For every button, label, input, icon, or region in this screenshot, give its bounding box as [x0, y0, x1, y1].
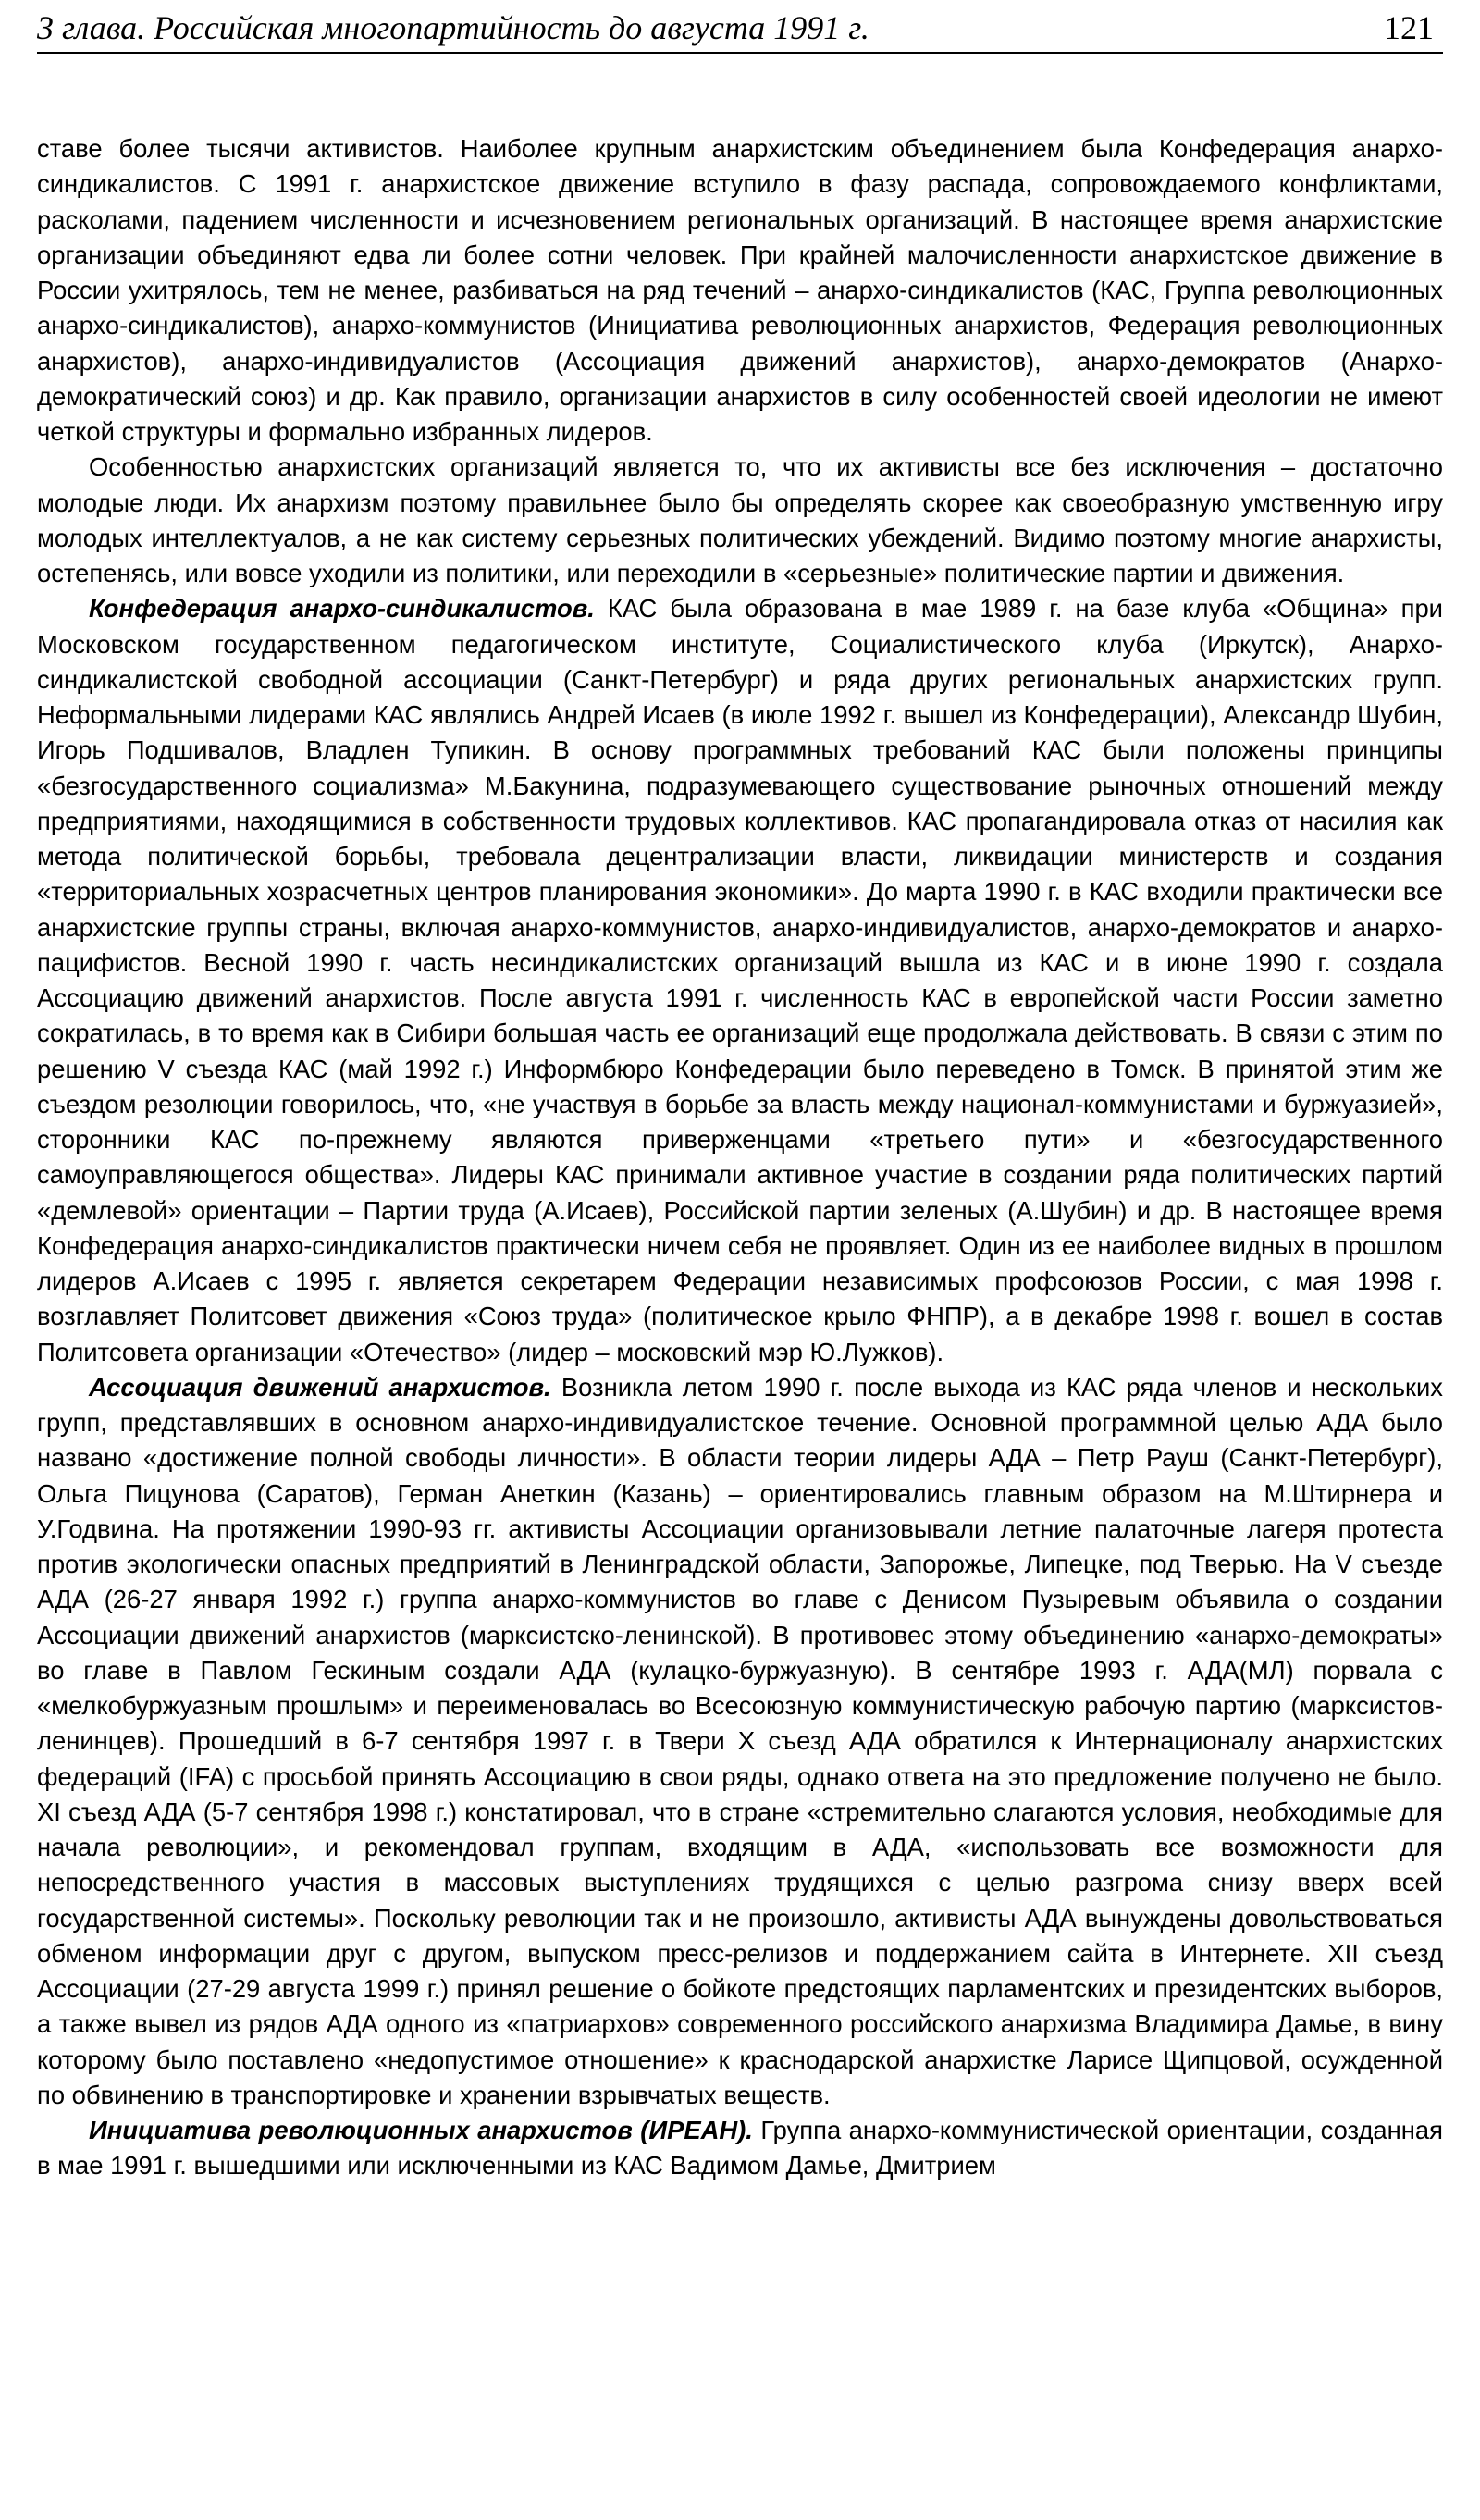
running-header: [37, 0, 1443, 54]
paragraph-irean: [37, 2113, 1443, 2184]
paragraph-2: [37, 450, 1443, 591]
paragraph-kas-text: КАС была образована в мае 1989 г. на базе клуба «Община» при Московском государственном педагогическом институте, Социалистического клуба (Иркутск), Анархо-синдикалистской свободной ассоциации (Санкт-Петербург) и ряда других региональных анархистских групп. Неформальными лидерами КАС являлись Андрей Исаев (в июле 1992 г. вышел из Конфедерации), Александр Шубин, Игорь Подшивалов, Владлен Тупикин. В основу программных требований КАС были положены принципы «безгосударственного социализма» М.Бакунина, подразумевающего существование рыночных отношений между предприятиями, находящимися в собственности трудовых коллективов. КАС пропагандировала отказ от насилия как метода политической борьбы, требовала децентрализации власти, ликвидации министерств и создания «территориальных хозрасчетных центров планирования экономики». До марта 1990 г. в КАС входили практически все анархистские группы страны, включая анархо-коммунистов, анархо-индивидуалистов, анархо-демократов и анархо-пацифистов. Весной 1990 г. часть несиндикалистских организаций вышла из КАС и в июне 1990 г. создала Ассоциацию движений анархистов. После августа 1991 г. численность КАС в европейской части России заметно сократилась, в то время как в Сибири большая часть ее организаций еще продолжала действовать. В связи с этим по решению V съезда КАС (май 1992 г.) Информбюро Конфедерации было переведено в Томск. В принятой этим же съездом резолюции говорилось, что, «не участвуя в борьбе за власть между национал-коммунистами и буржуазией», сторонники КАС по-прежнему являются приверженцами «третьего пути» и «безгосударственного самоуправляющегося общества». Лидеры КАС принимали активное участие в создании ряда политических партий «демлевой» ориентации – Партии труда (А.Исаев), Российской партии зеленых (А.Шубин) и др. В настоящее время Конфедерация анархо-синдикалистов практически ничем себя не проявляет. Один из ее наиболее видных в прошлом лидеров А.Исаев с 1995 г. является секретарем Федерации независимых профсоюзов России, с мая 1998 г. возглавляет Политсовет движения «Союз труда» (политическое крыло ФНПР), а в декабре 1998 г. вошел в состав Политсовета организации «Отечество» (лидер – московский мэр Ю.Лужков).: [37, 594, 1443, 1366]
page-number: 121: [1384, 9, 1434, 46]
running-title: 3 глава. Российская многопартийность до августа 1991 г.: [37, 9, 870, 46]
section-lead-kas: Конфедерация анархо-синдикалистов.: [89, 594, 595, 624]
paragraph-kas: [37, 591, 1443, 1370]
paragraph-1: [37, 131, 1443, 450]
section-lead-ada: Ассоциация движений анархистов.: [89, 1372, 551, 1402]
document-page: [37, 0, 1443, 2520]
section-lead-irean: Инициатива революционных анархистов (ИРЕАН).: [89, 2116, 753, 2144]
paragraph-1-text: ставе более тысячи активистов. Наиболее крупным анархистским объединением была Конфедерация анархо-синдикалистов. С 1991 г. анархистское движение вступило в фазу распада, сопровождаемого конфликтами, расколами, падением численности и исчезновением региональных организаций. В настоящее время анархистские организации объединяют едва ли более сотни человек. При крайней малочисленности анархистское движение в России ухитрялось, тем не менее, разбиваться на ряд течений – анархо-синдикалистов (КАС, Группа революционных анархо-синдикалистов), анархо-коммунистов (Инициатива революционных анархистов, Федерация революционных анархистов), анархо-индивидуалистов (Ассоциация движений анархистов), анархо-демократов (Анархо-демократический союз) и др. Как правило, организации анархистов в силу особенностей своей идеологии не имеют четкой структуры и формально избранных лидеров.: [37, 134, 1443, 446]
paragraph-ada: [37, 1370, 1443, 2113]
paragraph-ada-text: Возникла летом 1990 г. после выхода из КАС ряда членов и нескольких групп, представлявших в основном анархо-индивидуалистское течение. Основной программной целью АДА было названо «достижение полной свободы личности». В области теории лидеры АДА – Петр Рауш (Санкт-Петербург), Ольга Пицунова (Саратов), Герман Анеткин (Казань) – ориентировались главным образом на М.Штирнера и У.Годвина. На протяжении 1990-93 гг. активисты Ассоциации организовывали летние палаточные лагеря протеста против экологически опасных предприятий в Ленинградской области, Запорожье, Липецке, под Тверью. На V съезде АДА (26-27 января 1992 г.) группа анархо-коммунистов во главе с Денисом Пузыревым объявила о создании Ассоциации движений анархистов (марксистско-ленинской). В противовес этому объединению «анархо-демократы» во главе в Павлом Гескиным создали АДА (кулацко-буржуазную). В сентябре 1993 г. АДА(МЛ) порвала с «мелкобуржуазным прошлым» и переименовалась во Всесоюзную коммунистическую рабочую партию (марксистов-ленинцев). Прошедший в 6-7 сентября 1997 г. в Твери X съезд АДА обратился к Интернационалу анархистских федераций (IFA) с просьбой принять Ассоциацию в свои ряды, однако ответа на это предложение получено не было. XI съезд АДА (5-7 сентября 1998 г.) констатировал, что в стране «стремительно слагаются условия, необходимые для начала революции», и рекомендовал группам, входящим в АДА, «использовать все возможности для непосредственного участия в массовых выступлениях трудящихся с целью разгрома снизу вверх всей государственной системы». Поскольку революции так и не произошло, активисты АДА вынуждены довольствоваться обменом информации друг с другом, выпуском пресс-релизов и поддержанием сайта в Интернете. XII съезд Ассоциации (27-29 августа 1999 г.) принял решение о бойкоте предстоящих парламентских и президентских выборов, а также вывел из рядов АДА одного из «патриархов» современного российского анархизма Владимира Дамье, в вину которому было поставлено «недопустимое отношение» к краснодарской анархистке Ларисе Щипцовой, осужденной по обвинению в транспортировке и хранении взрывчатых веществ.: [37, 1372, 1444, 2109]
body-text: [37, 131, 1443, 2184]
paragraph-irean-text: Группа анархо-коммунистической ориентации, созданная в мае 1991 г. вышедшими или исключенными из КАС Вадимом Дамье, Дмитрием: [37, 2116, 1443, 2180]
paragraph-2-text: Особенностью анархистских организаций является то, что их активисты все без исключения – достаточно молодые люди. Их анархизм поэтому правильнее было бы определять скорее как своеобразную умственную игру молодых интеллектуалов, а не как систему серьезных политических убеждений. Видимо поэтому многие анархисты, остепенясь, или вовсе уходили из политики, или переходили в «серьезные» политические партии и движения.: [37, 452, 1443, 587]
